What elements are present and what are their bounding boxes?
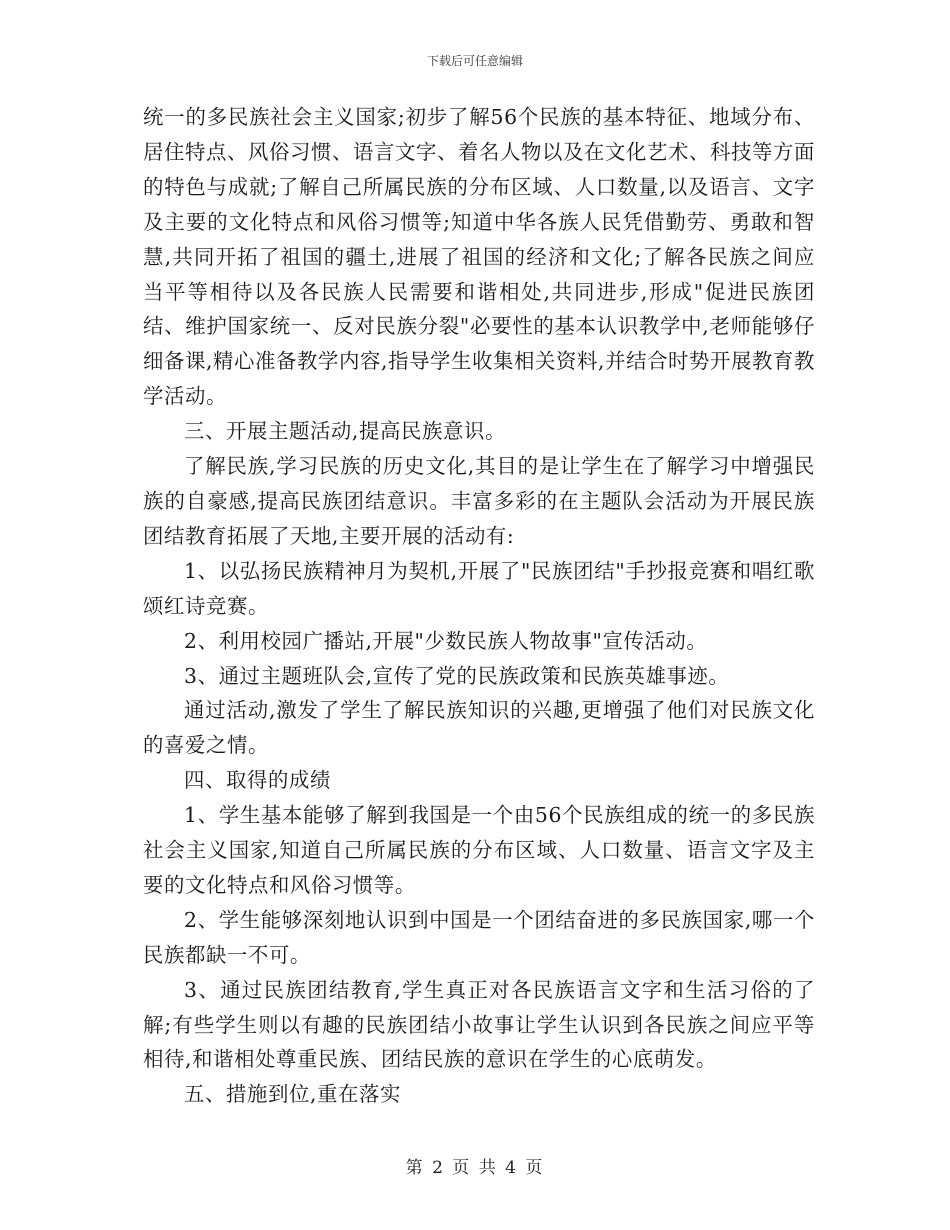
list-item: 2、利用校园广播站,开展"少数民族人物故事"宣传活动。 <box>184 628 708 653</box>
paragraph-continuation: 统一的多民族社会主义国家;初步了解56个民族的基本特征、地域分布、居住特点、风俗习惯、语言文字、着名人物以及在文化艺术、科技等方面的特色与成就;了解自己所属民族的分布区域、人口数量,以及语言、文字及主要的文化特点和风俗习惯等;知道中华各族人民凭借勤劳、勇敢和智慧,共同开拓了祖国的疆土,进展了祖国的经济和文化;了解各民族之间应当平等相待以及各民族人民需要和谐相处,共同进步,形成"促进民族团结、维护国家统一、反对民族分裂"必要性的基本认识教学中,老师能够仔细备课,精心准备教学内容,指导学生收集相关资料,并结合时势开展教育教学活动。 <box>143 105 815 409</box>
list-item: 2、学生能够深刻地认识到中国是一个团结奋进的多民族国家,哪一个民族都缺一不可。 <box>143 907 815 967</box>
page-header-note: 下载后可任意编辑 <box>426 54 523 68</box>
page-number: 第 2 页 共 4 页 <box>405 1158 545 1178</box>
list-item: 3、通过民族团结教育,学生真正对各民族语言文字和生活习俗的了解;有些学生则以有趣的民族团结小故事让学生认识到各民族之间应平等相待,和谐相处尊重民族、团结民族的意识在学生的心底萌发。 <box>143 977 815 1072</box>
list-item: 1、学生基本能够了解到我国是一个由56个民族组成的统一的多民族社会主义国家,知道自己所属民族的分布区域、人口数量、语言文字及主要的文化特点和风俗习惯等。 <box>143 803 815 897</box>
section-heading-5: 五、措施到位,重在落实 <box>184 1082 401 1107</box>
list-item: 3、通过主题班队会,宣传了党的民族政策和民族英雄事迹。 <box>184 663 730 688</box>
section-heading-3: 三、开展主题活动,提高民族意识。 <box>184 419 506 444</box>
paragraph: 通过活动,激发了学生了解民族知识的兴趣,更增强了他们对民族文化的喜爱之情。 <box>143 698 815 758</box>
list-item: 1、以弘扬民族精神月为契机,开展了"民族团结"手抄报竞赛和唱红歌颂红诗竞赛。 <box>143 558 815 618</box>
paragraph: 了解民族,学习民族的历史文化,其目的是让学生在了解学习中增强民族的自豪感,提高民族团结意识。丰富多彩的在主题队会活动为开展民族团结教育拓展了天地,主要开展的活动有: <box>143 454 815 548</box>
document-body <box>143 100 815 1112</box>
section-heading-4: 四、取得的成绩 <box>184 768 331 793</box>
